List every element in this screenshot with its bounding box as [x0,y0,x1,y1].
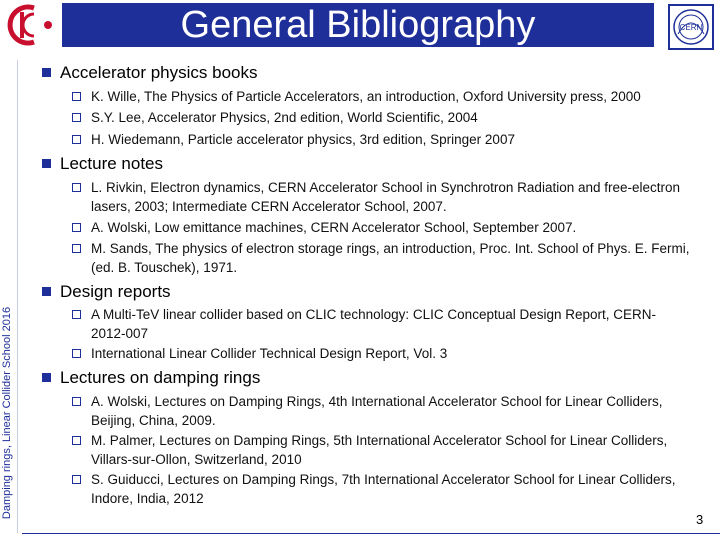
square-bullet-icon [42,287,51,296]
section-heading [42,154,163,174]
checkbox-bullet-icon [72,183,81,192]
checkbox-bullet-icon [72,475,81,484]
list-item-text: A Multi-TeV linear collider based on CLIC technology: CLIC Conceptual Design Report, CERN-2012-007 [91,307,657,341]
list-item [72,218,712,237]
square-bullet-icon [42,68,51,77]
list-item-text: International Linear Collider Technical Design Report, Vol. 3 [91,346,448,361]
list-item-text: S.Y. Lee, Accelerator Physics, 2nd edition, World Scientific, 2004 [91,110,478,125]
checkbox-bullet-icon [72,244,81,253]
checkbox-bullet-icon [72,135,81,144]
list-item-text: A. Wolski, Lectures on Damping Rings, 4th International Accelerator School for Linear Colliders, Beijing, China, 2009. [91,394,663,428]
list-item-text: M. Palmer, Lectures on Damping Rings, 5th International Accelerator School for Linear Colliders, Villars-sur-Ollon, Switzerland, 2010 [91,433,668,467]
list-item-text: H. Wiedemann, Particle accelerator physics, 3rd edition, Springer 2007 [91,132,515,147]
list-item [72,431,682,469]
checkbox-bullet-icon [72,92,81,101]
list-item [72,470,682,508]
list-item [72,392,672,430]
list-item [72,305,682,343]
square-bullet-icon [42,373,51,382]
list-item-text: S. Guiducci, Lectures on Damping Rings, 7th International Accelerator School for Linear Colliders, Indore, India, 2012 [91,472,676,506]
section-heading [42,282,171,302]
list-item [72,130,712,149]
checkbox-bullet-icon [72,113,81,122]
section-heading [42,63,257,83]
list-item-text: A. Wolski, Low emittance machines, CERN Accelerator School, September 2007. [91,220,577,235]
square-bullet-icon [42,159,51,168]
page-number: 3 [696,512,704,527]
section-heading-text: Lectures on damping rings [60,368,261,387]
section-heading-text: Lecture notes [60,154,164,173]
cern-logo-text: CERN [679,23,703,32]
bottom-divider [22,533,720,534]
checkbox-bullet-icon [72,310,81,319]
list-item-text: K. Wille, The Physics of Particle Accelerators, an introduction, Oxford University press, 2000 [91,89,641,104]
section-heading-text: Accelerator physics books [60,63,258,82]
section-heading-text: Design reports [60,282,171,301]
side-label-text: Damping rings, Linear Collider School 2016 [1,306,13,520]
list-item [72,178,702,216]
list-item-text: L. Rivkin, Electron dynamics, CERN Accelerator School in Synchrotron Radiation and free-electron lasers, 2003; Intermediate CERN Accelerator School, 2007. [91,180,681,214]
list-item [72,108,712,127]
section-heading [42,368,260,388]
checkbox-bullet-icon [72,349,81,358]
checkbox-bullet-icon [72,436,81,445]
list-item [72,87,712,106]
checkbox-bullet-icon [72,223,81,232]
checkbox-bullet-icon [72,397,81,406]
list-item-text: M. Sands, The physics of electron storage rings, an introduction, Proc. Int. School of Phys. E. Fermi, (ed. B. Touschek), 1971. [91,241,690,275]
page-title: General Bibliography [180,4,536,46]
list-item [72,344,712,363]
list-item [72,239,702,277]
